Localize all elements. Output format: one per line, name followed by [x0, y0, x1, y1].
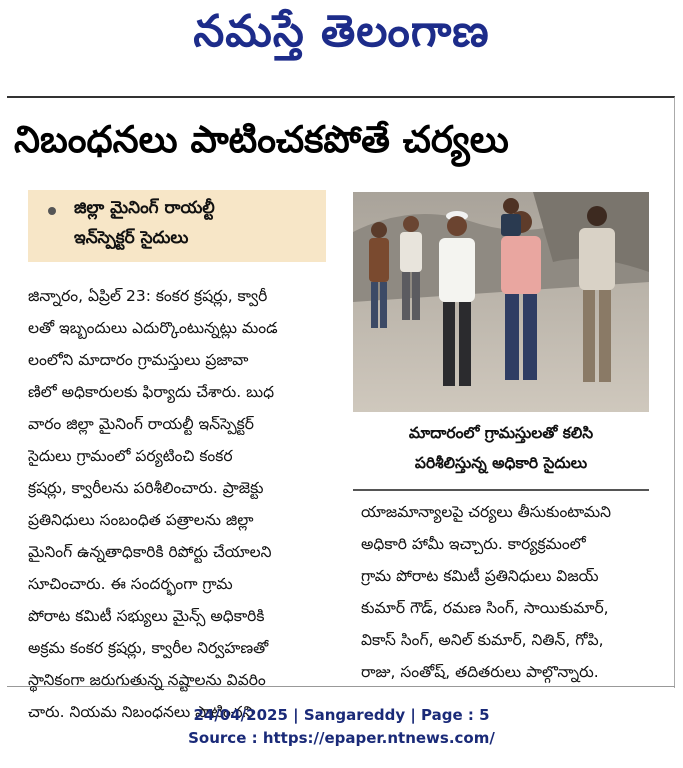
- body-line: చారు. నియమ నిబంధనలు పాటించని: [28, 703, 254, 721]
- body-line: పోరాట కమిటీ సభ్యులు మైన్స్ అధికారికి: [28, 607, 265, 625]
- article-photo: [353, 192, 649, 412]
- caption-rule: [353, 489, 649, 491]
- body-line: మైనింగ్ ఉన్నతాధికారికి రిపోర్టు చేయాలని: [28, 543, 272, 561]
- article-headline: నిబంధనలు పాటించకపోతే చర్యలు: [14, 118, 509, 161]
- body-line: కుమార్ గౌడ్, రమణ సింగ్, సాయికుమార్,: [361, 599, 609, 617]
- body-line: క్రషర్లు, క్వారీలను పరిశీలించారు. ప్రాజెక్టు: [28, 479, 264, 497]
- article-body-left: [28, 280, 330, 728]
- photo-caption: [353, 418, 649, 478]
- body-line: అక్రమ కంకర క్రషర్లు, క్వారీల నిర్వహణతో: [28, 639, 269, 657]
- body-line: వారం జిల్లా మైనింగ్ రాయల్టీ ఇన్‌స్పెక్టర్: [28, 415, 254, 433]
- footer-source-link[interactable]: Source : https://epaper.ntnews.com/: [188, 729, 495, 747]
- body-line: ప్రతినిధులు సంబంధిత పత్రాలను జిల్లా: [28, 511, 254, 529]
- body-line: గ్రామ పోరాట కమిటీ ప్రతినిధులు విజయ్: [361, 567, 599, 585]
- body-line: అధికారి హామీ ఇచ్చారు. కార్యక్రమంలో: [361, 535, 586, 553]
- article-deck-box: [28, 190, 326, 262]
- body-line: ణిలో అధికారులకు ఫిర్యాదు చేశారు. బుధ: [28, 383, 275, 401]
- body-line: లంలోని మాదారం గ్రామస్తులు ప్రజావా: [28, 351, 249, 369]
- person-figure: [501, 198, 521, 236]
- caption-line-2: పరిశీలిస్తున్న అధికారి సైదులు: [414, 454, 588, 472]
- article-body-right: [361, 496, 651, 688]
- caption-line-1: మాదారంలో గ్రామస్తులతో కలిసి: [408, 424, 594, 442]
- body-line: వికాస్ సింగ్, అనిల్ కుమార్, నితిన్, గోపి,: [361, 631, 604, 649]
- body-line: స్థానికంగా జరుగుతున్న నష్టాలను వివరిం: [28, 671, 266, 689]
- body-line: సైదులు గ్రామంలో పర్యటించి కంకర: [28, 447, 233, 465]
- body-line: యాజమాన్యాలపై చర్యలు తీసుకుంటామని: [361, 503, 612, 521]
- body-line: సూచించారు. ఈ సందర్భంగా గ్రామ: [28, 575, 233, 593]
- masthead-logo: నమస్తే తెలంగాణ: [193, 6, 490, 57]
- body-line: రాజు, సంతోష్, తదితరులు పాల్గొన్నారు.: [361, 663, 599, 681]
- bullet-icon: [48, 207, 56, 215]
- deck-line-1: జిల్లా మైనింగ్ రాయల్టీ: [74, 198, 215, 218]
- body-line: లతో ఇబ్బందులు ఎదుర్కొంటున్నట్లు మండ: [28, 319, 278, 337]
- body-line: జిన్నారం, ఏప్రిల్ 23: కంకర క్రషర్లు, క్వారీ: [28, 287, 268, 305]
- photo-illustration: [353, 192, 649, 412]
- deck-line-2: ఇన్‌స్పెక్టర్ సైదులు: [74, 228, 189, 248]
- footer-date-edition: 24/04/2025 | Sangareddy | Page : 5: [193, 706, 490, 724]
